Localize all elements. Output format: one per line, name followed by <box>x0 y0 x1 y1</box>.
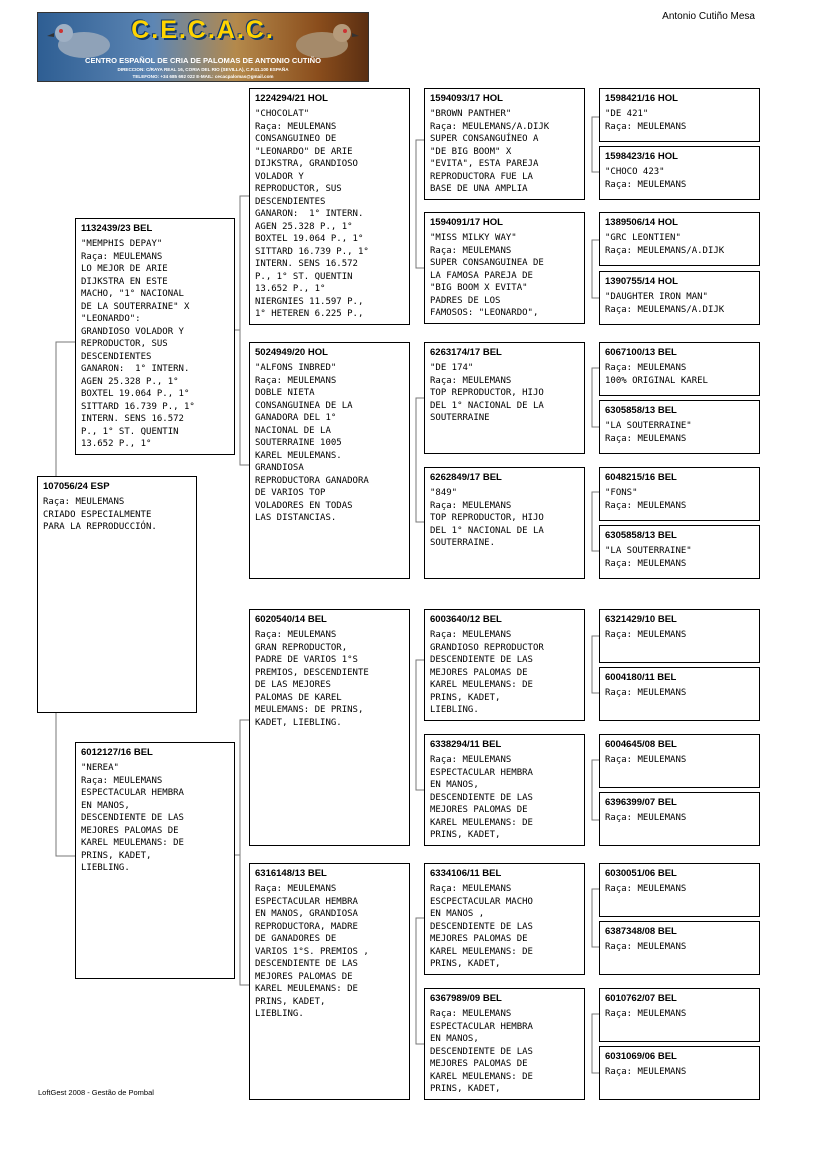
pigeon-description: "849" Raça: MEULEMANS TOP REPRODUCTOR, HIJO DEL 1° NACIONAL DE LA SOUTERRAINE. <box>430 488 544 548</box>
gggp-card-8 <box>599 525 760 579</box>
ggp-card-6 <box>424 734 585 846</box>
pigeon-description: Raça: MEULEMANS ESCPECTACULAR MACHO EN MANOS , DESCENDIENTE DE LAS MEJORES PALOMAS DE KAREL MEULEMANS: DE PRINS, KADET, <box>430 884 533 969</box>
ring-number: 6048215/16 BEL <box>605 472 677 483</box>
ggp-card-5 <box>424 609 585 721</box>
pigeon-description: "LA SOUTERRAINE" Raça: MEULEMANS <box>605 546 692 569</box>
pigeon-description: Raça: MEULEMANS <box>605 813 687 823</box>
sire-sire-card <box>249 88 410 325</box>
ring-number: 1594093/17 HOL <box>430 93 503 104</box>
ring-number: 6305858/13 BEL <box>605 530 677 541</box>
ring-number: 6367989/09 BEL <box>430 993 502 1004</box>
ring-number: 1598421/16 HOL <box>605 93 678 104</box>
ring-number: 6031069/06 BEL <box>605 1051 677 1062</box>
pigeon-description: "CHOCOLAT" Raça: MEULEMANS CONSANGUINEO DE "LEONARDO" DE ARIE DIJKSTRA, GRANDIOSO VOLADOR Y REPRODUCTOR, SUS DESCENDIENTES GANARON: 1° INTERN. AGEN 25.328 P., 1° BOXTEL 19.064 P., 1° SITTARD 16.739 P., 1° INTERN. SENS 16.572 P., 1° ST. QUENTIN 13.652 P., 1° NIERGNIES 11.597 P., 1° HETEREN 6.225 P., <box>255 109 369 319</box>
pigeon-description: Raça: MEULEMANS 100% ORIGINAL KAREL <box>605 363 708 386</box>
ggp-card-2 <box>424 212 585 324</box>
dam-card <box>75 742 235 979</box>
pigeon-description: Raça: MEULEMANS ESPECTACULAR HEMBRA EN MANOS, DESCENDIENTE DE LAS MEJORES PALOMAS DE KAREL MEULEMANS: DE PRINS, KADET, <box>430 755 533 840</box>
pigeon-description: "BROWN PANTHER" Raça: MEULEMANS/A.DIJK SUPER CONSANGUÍNEO A "DE BIG BOOM" X "EVITA", ESTA PAREJA REPRODUCTORA FUE LA BASE DE UNA AMPLIA <box>430 109 550 194</box>
pigeon-description: Raça: MEULEMANS <box>605 688 687 698</box>
ring-number: 6020540/14 BEL <box>255 614 327 625</box>
logo-subtitle: CENTRO ESPAÑOL DE CRIA DE PALOMAS DE ANTONIO CUTIÑO <box>85 56 321 65</box>
gggp-card-5 <box>599 342 760 396</box>
ggp-card-3 <box>424 342 585 454</box>
gggp-card-14 <box>599 921 760 975</box>
pigeon-description: "DAUGHTER IRON MAN" Raça: MEULEMANS/A.DIJK <box>605 292 725 315</box>
pigeon-description: Raça: MEULEMANS <box>605 942 687 952</box>
ring-number: 6321429/10 BEL <box>605 614 677 625</box>
gggp-card-11 <box>599 734 760 788</box>
pigeon-description: "FONS" Raça: MEULEMANS <box>605 488 687 511</box>
pigeon-description: Raça: MEULEMANS CRIADO ESPECIALMENTE PARA LA REPRODUCCIÓN. <box>43 497 157 532</box>
gggp-card-6 <box>599 400 760 454</box>
ring-number: 1390755/14 HOL <box>605 276 678 287</box>
pigeon-description: "DE 421" Raça: MEULEMANS <box>605 109 687 132</box>
gggp-card-10 <box>599 667 760 721</box>
ring-number: 6334106/11 BEL <box>430 868 502 879</box>
sire-card <box>75 218 235 455</box>
gggp-card-13 <box>599 863 760 917</box>
gggp-card-3 <box>599 212 760 266</box>
pigeon-description: "LA SOUTERRAINE" Raça: MEULEMANS <box>605 421 692 444</box>
pigeon-description: Raça: MEULEMANS <box>605 884 687 894</box>
ring-number: 6263174/17 BEL <box>430 347 502 358</box>
ring-number: 107056/24 ESP <box>43 481 110 492</box>
ring-number: 6338294/11 BEL <box>430 739 502 750</box>
ring-number: 6316148/13 BEL <box>255 868 327 879</box>
ring-number: 6004180/11 BEL <box>605 672 677 683</box>
logo-address: DIRECCION: C/RAYA REAL 16, CORIA DEL RIO (SEVILLA), C.P.41.100 ESPAÑA <box>117 67 289 72</box>
pigeon-description: "DE 174" Raça: MEULEMANS TOP REPRODUCTOR, HIJO DEL 1° NACIONAL DE LA SOUTERRAINE <box>430 363 544 423</box>
gggp-card-7 <box>599 467 760 521</box>
dam-dam-card <box>249 863 410 1100</box>
pigeon-description: Raça: MEULEMANS <box>605 1067 687 1077</box>
ring-number: 6030051/06 BEL <box>605 868 677 879</box>
software-footer: LoftGest 2008 - Gestão de Pombal <box>38 1088 154 1097</box>
sire-dam-card <box>249 342 410 579</box>
ring-number: 6012127/16 BEL <box>81 747 153 758</box>
pigeon-description: "ALFONS INBRED" Raça: MEULEMANS DOBLE NIETA CONSANGUINEA DE LA GANADORA DEL 1° NACIONAL DE LA SOUTERRAINE 1005 KAREL MEULEMANS. GRANDIOSA REPRODUCTORA GANADORA DE VARIOS TOP VOLADORES EN TODAS LAS DISTANCIAS. <box>255 363 369 523</box>
ring-number: 6067100/13 BEL <box>605 347 677 358</box>
ring-number: 1224294/21 HOL <box>255 93 328 104</box>
ring-number: 6010762/07 BEL <box>605 993 677 1004</box>
gggp-card-12 <box>599 792 760 846</box>
ring-number: 1594091/17 HOL <box>430 217 503 228</box>
ring-number: 1132439/23 BEL <box>81 223 153 234</box>
pigeon-description: Raça: MEULEMANS ESPECTACULAR HEMBRA EN MANOS, DESCENDIENTE DE LAS MEJORES PALOMAS DE KAREL MEULEMANS: DE PRINS, KADET, <box>430 1009 533 1094</box>
gggp-card-2 <box>599 146 760 200</box>
owner-name: Antonio Cutiño Mesa <box>662 11 755 22</box>
ring-number: 6262849/17 BEL <box>430 472 502 483</box>
ring-number: 6003640/12 BEL <box>430 614 502 625</box>
ring-number: 5024949/20 HOL <box>255 347 328 358</box>
ring-number: 6387348/08 BEL <box>605 926 677 937</box>
pigeon-description: Raça: MEULEMANS GRAN REPRODUCTOR, PADRE DE VARIOS 1°S PREMIOS, DESCENDIENTE DE LAS MEJORES PALOMAS DE KAREL MEULEMANS: DE PRINS, KADET, LIEBLING. <box>255 630 369 728</box>
ring-number: 1598423/16 HOL <box>605 151 678 162</box>
ring-number: 6305858/13 BEL <box>605 405 677 416</box>
ring-number: 1389506/14 HOL <box>605 217 678 228</box>
pigeon-description: "CHOCO 423" Raça: MEULEMANS <box>605 167 687 190</box>
ggp-card-8 <box>424 988 585 1100</box>
pigeon-description: Raça: MEULEMANS <box>605 1009 687 1019</box>
gggp-card-16 <box>599 1046 760 1100</box>
logo-contact: TELEFONO: +34 685 692 022 E-MAIL: cecacpalomas@gmail.com <box>132 74 274 79</box>
ggp-card-1 <box>424 88 585 200</box>
dam-sire-card <box>249 609 410 846</box>
subject-pigeon-card <box>37 476 197 713</box>
pigeon-description: Raça: MEULEMANS <box>605 755 687 765</box>
pigeon-description: "MISS MILKY WAY" Raça: MEULEMANS SUPER CONSANGUINEA DE LA FAMOSA PAREJA DE "BIG BOOM X EVITA" PADRES DE LOS FAMOSOS: "LEONARDO", <box>430 233 544 318</box>
pigeon-description: "GRC LEONTIEN" Raça: MEULEMANS/A.DIJK <box>605 233 725 256</box>
pigeon-description: Raça: MEULEMANS GRANDIOSO REPRODUCTOR DESCENDIENTE DE LAS MEJORES PALOMAS DE KAREL MEULEMANS: DE PRINS, KADET, LIEBLING. <box>430 630 544 715</box>
ggp-card-4 <box>424 467 585 579</box>
gggp-card-9 <box>599 609 760 663</box>
pigeon-description: Raça: MEULEMANS <box>605 630 687 640</box>
pigeon-description: Raça: MEULEMANS ESPECTACULAR HEMBRA EN MANOS, GRANDIOSA REPRODUCTORA, MADRE DE GANADORES DE VARIOS 1°S. PREMIOS , DESCENDIENTE DE LAS MEJORES PALOMAS DE KAREL MEULEMANS: DE PRINS, KADET, LIEBLING. <box>255 884 369 1019</box>
ring-number: 6004645/08 BEL <box>605 739 677 750</box>
logo-title: C.E.C.A.C. <box>131 16 275 44</box>
gggp-card-15 <box>599 988 760 1042</box>
pigeon-description: "NEREA" Raça: MEULEMANS ESPECTACULAR HEMBRA EN MANOS, DESCENDIENTE DE LAS MEJORES PALOMAS DE KAREL MEULEMANS: DE PRINS, KADET, LIEBLING. <box>81 763 184 873</box>
gggp-card-1 <box>599 88 760 142</box>
ring-number: 6396399/07 BEL <box>605 797 677 808</box>
pigeon-description: "MEMPHIS DEPAY" Raça: MEULEMANS LO MEJOR DE ARIE DIJKSTRA EN ESTE MACHO, "1° NACIONAL DE LA SOUTERRAINE" X "LEONARDO": GRANDIOSO VOLADOR Y REPRODUCTOR, SUS DESCENDIENTES GANARON: 1° INTERN. AGEN 25.328 P., 1° BOXTEL 19.064 P., 1° SITTARD 16.739 P., 1° INTERN. SENS 16.572 P., 1° ST. QUENTIN 13.652 P., 1° <box>81 239 195 449</box>
gggp-card-4 <box>599 271 760 325</box>
ggp-card-7 <box>424 863 585 975</box>
